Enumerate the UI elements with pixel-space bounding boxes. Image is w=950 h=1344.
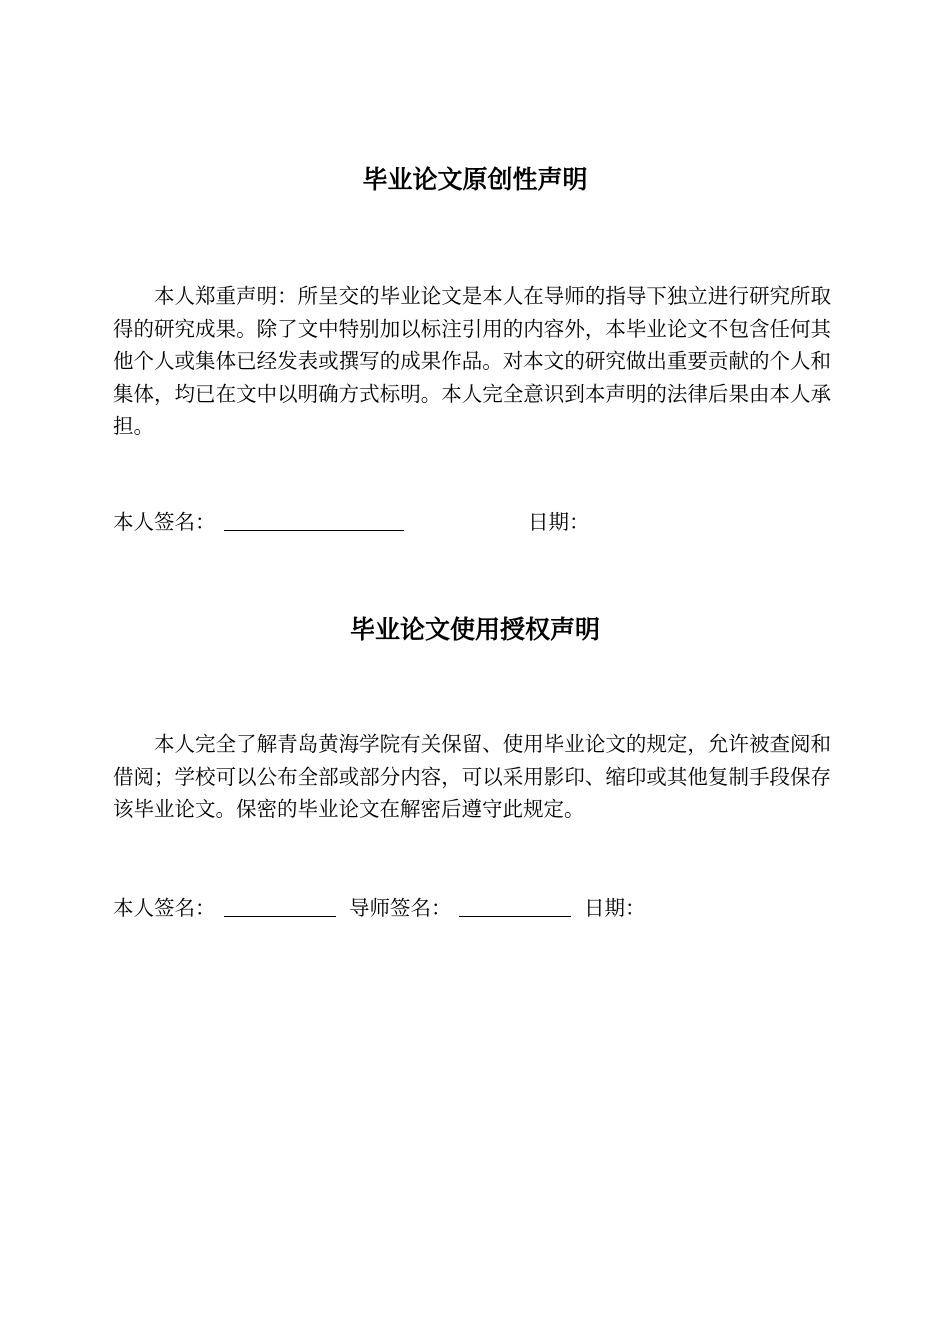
originality-signature-row xyxy=(113,507,853,537)
authorization-signature-row xyxy=(113,893,853,923)
author-signature-label: 本人签名： xyxy=(113,510,216,534)
author-signature-label: 本人签名： xyxy=(113,896,216,920)
author-signature-line[interactable] xyxy=(224,530,404,531)
originality-statement-title: 毕业论文原创性声明 xyxy=(362,165,588,194)
authorization-statement-body: 本人完全了解青岛黄海学院有关保留、使用毕业论文的规定，允许被查阅和借阅；学校可以公布全部或部分内容，可以采用影印、缩印或其他复制手段保存该毕业论文。保密的毕业论文在解密后遵守此规定。 xyxy=(113,732,831,821)
date-label: 日期： xyxy=(584,896,646,920)
originality-statement-body: 本人郑重声明：所呈交的毕业论文是本人在导师的指导下独立进行研究所取得的研究成果。除了文中特别加以标注引用的内容外，本毕业论文不包含任何其他个人或集体已经发表或撰写的成果作品。对本文的研究做出重要贡献的个人和集体，均已在文中以明确方式标明。本人完全意识到本声明的法律后果由本人承担。 xyxy=(113,284,831,438)
author-signature-line[interactable] xyxy=(224,916,336,917)
advisor-signature-label: 导师签名： xyxy=(349,896,452,920)
authorization-statement-title: 毕业论文使用授权声明 xyxy=(349,615,600,644)
date-label: 日期： xyxy=(528,510,590,534)
advisor-signature-line[interactable] xyxy=(459,916,571,917)
